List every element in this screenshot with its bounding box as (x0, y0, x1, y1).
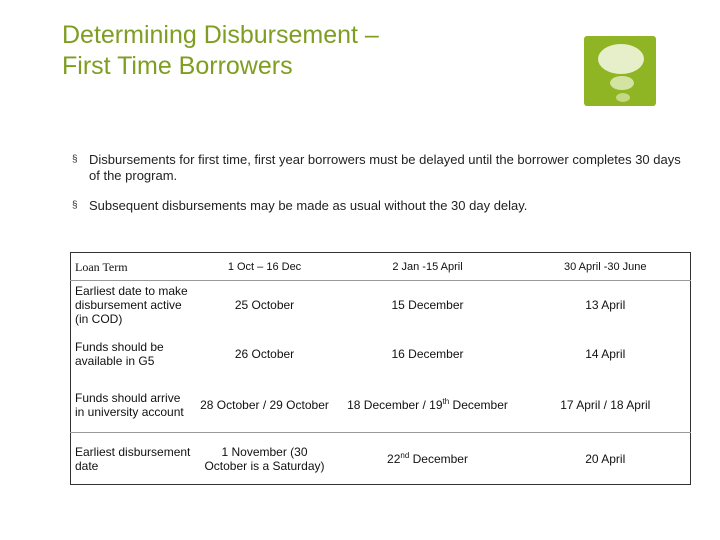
row-label: Earliest date to make disbursement active (in COD) (75, 283, 188, 326)
table-cell (335, 433, 521, 485)
header-loan-term: Loan Term (75, 259, 128, 274)
table-cell: 25 October (234, 297, 295, 312)
cell-tail-text: December (449, 398, 508, 413)
table-row (71, 379, 691, 433)
bullet-text: Disbursements for first time, first year borrowers must be delayed until the borrower completes 30 days of the program. (89, 152, 681, 183)
table-cell: 14 April (585, 346, 626, 361)
row-label: Funds should be available in G5 (75, 339, 164, 368)
table-header-row (71, 253, 691, 281)
disbursement-table (70, 252, 691, 485)
table-row (71, 433, 691, 485)
slide-title-line-2: First Time Borrowers (62, 52, 293, 80)
table-cell: 26 October (234, 346, 295, 361)
bullet-item (72, 152, 692, 184)
table-cell: 16 December (391, 346, 464, 361)
table-row (71, 329, 691, 379)
bullet-item (72, 198, 692, 214)
bullet-marker: § (72, 200, 78, 211)
thought-bubbles-icon (584, 36, 656, 106)
table-cell: 15 December (391, 297, 464, 312)
bullet-text: Subsequent disbursements may be made as usual without the 30 day delay. (89, 198, 528, 213)
table-row (71, 281, 691, 329)
slide-title-line-1: Determining Disbursement – (62, 21, 379, 49)
bubble-large-icon (598, 44, 644, 74)
row-label: Funds should arrive in university account (75, 391, 184, 420)
cell-main-text: 22 (387, 451, 401, 466)
table-cell: 17 April / 18 April (560, 398, 651, 413)
bullet-list (72, 152, 692, 228)
table-cell: 13 April (585, 297, 626, 312)
cell-tail-text: December (409, 451, 468, 466)
row-label: Earliest disbursement date (75, 444, 191, 473)
header-cell: 1 Oct – 16 Dec (227, 260, 302, 273)
ordinal-suffix: th (442, 397, 450, 407)
table-cell: 20 April (585, 451, 626, 466)
cell-main-text: 18 December / 19 (347, 398, 443, 413)
table-cell: 28 October / 29 October (200, 398, 329, 413)
bubble-medium-icon (610, 76, 634, 90)
table-cell (335, 379, 521, 433)
header-cell: 2 Jan -15 April (392, 260, 463, 273)
bubble-small-icon (616, 93, 630, 102)
ordinal-suffix: nd (400, 450, 410, 460)
table-cell: 1 November (30 October is a Saturday) (204, 444, 325, 473)
bullet-marker: § (72, 154, 78, 165)
slide-title (62, 20, 482, 82)
header-cell: 30 April -30 June (563, 260, 647, 273)
